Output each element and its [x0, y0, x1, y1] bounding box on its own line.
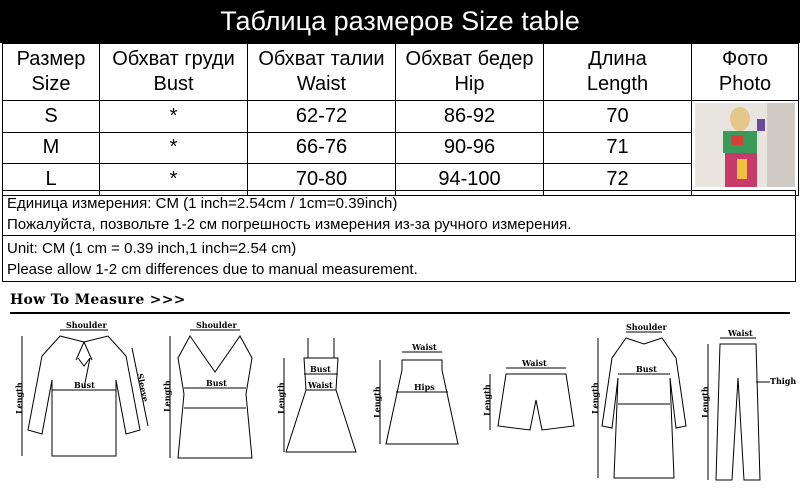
note-tolerance-ru: Пожалуйста, позвольте 1-2 см погрешность измерения из-за ручного измерения.: [7, 216, 572, 233]
col-header-size: Размер Size: [3, 44, 100, 101]
cell-length: 72: [544, 164, 692, 196]
col-header-length: Длина Length: [544, 44, 692, 101]
label-waist: Waist: [522, 358, 547, 368]
label-sleeve: Sleeve: [135, 372, 151, 403]
cell-size: M: [3, 132, 100, 164]
table-header-row: [3, 44, 799, 101]
cell-waist: 66-76: [248, 132, 396, 164]
label-thigh: Thigh: [770, 376, 797, 386]
cell-length: 71: [544, 132, 692, 164]
product-photo: [695, 103, 795, 187]
measurement-figures: [0, 318, 800, 486]
cell-hip: 94-100: [396, 164, 544, 196]
cell-length: 70: [544, 101, 692, 133]
label-length: Length: [482, 384, 492, 416]
label-length: Length: [276, 382, 286, 414]
label-bust: Bust: [636, 364, 657, 374]
cell-hip: 90-96: [396, 132, 544, 164]
how-to-measure-heading: How To Measure >>>: [10, 292, 186, 308]
col-header-hip: Обхват бедер Hip: [396, 44, 544, 101]
col-header-waist: Обхват талии Waist: [248, 44, 396, 101]
label-waist: Waist: [308, 380, 333, 390]
label-waist: Waist: [728, 328, 753, 338]
label-bust: Bust: [74, 380, 95, 390]
cell-size: L: [3, 164, 100, 196]
label-bust: Bust: [206, 378, 227, 388]
label-shoulder: Shoulder: [626, 322, 667, 332]
cell-bust: *: [100, 132, 248, 164]
size-table-title: Таблица размеров Size table: [0, 0, 800, 43]
divider: [10, 312, 790, 314]
label-length: Length: [372, 386, 382, 418]
coat-figure: [590, 318, 694, 486]
note-unit-ru: Единица измерения: CM (1 inch=2.54cm / 1cm=0.39inch): [7, 195, 398, 212]
size-table: [2, 43, 799, 196]
note-tolerance-en: Please allow 1-2 cm differences due to manual measurement.: [7, 261, 418, 278]
skirt-figure: [372, 318, 472, 486]
col-header-bust: Обхват груди Bust: [100, 44, 248, 101]
label-length: Length: [14, 382, 24, 414]
table-row: [3, 101, 799, 133]
col-header-photo: Фото Photo: [692, 44, 799, 101]
label-hips: Hips: [414, 382, 435, 392]
table-row: [3, 132, 799, 164]
shorts-figure: [480, 318, 590, 486]
cell-waist: 62-72: [248, 101, 396, 133]
note-unit-en: Unit: CM (1 cm = 0.39 inch,1 inch=2.54 cm): [7, 240, 297, 257]
product-photo-cell: [692, 101, 799, 196]
blouse-figure: [14, 318, 154, 486]
cell-hip: 86-92: [396, 101, 544, 133]
label-shoulder: Shoulder: [66, 320, 107, 330]
notes-russian: [2, 190, 796, 236]
cell-bust: *: [100, 164, 248, 196]
label-bust: Bust: [310, 364, 331, 374]
cell-waist: 70-80: [248, 164, 396, 196]
vest-top-figure: [160, 318, 270, 486]
label-length: Length: [590, 382, 600, 414]
notes-english: [2, 236, 796, 282]
trousers-figure: [700, 318, 796, 486]
label-length: Length: [162, 380, 172, 412]
label-waist: Waist: [412, 342, 437, 352]
slip-dress-figure: [276, 318, 366, 486]
label-length: Length: [700, 386, 710, 418]
cell-bust: *: [100, 101, 248, 133]
label-shoulder: Shoulder: [196, 320, 237, 330]
cell-size: S: [3, 101, 100, 133]
